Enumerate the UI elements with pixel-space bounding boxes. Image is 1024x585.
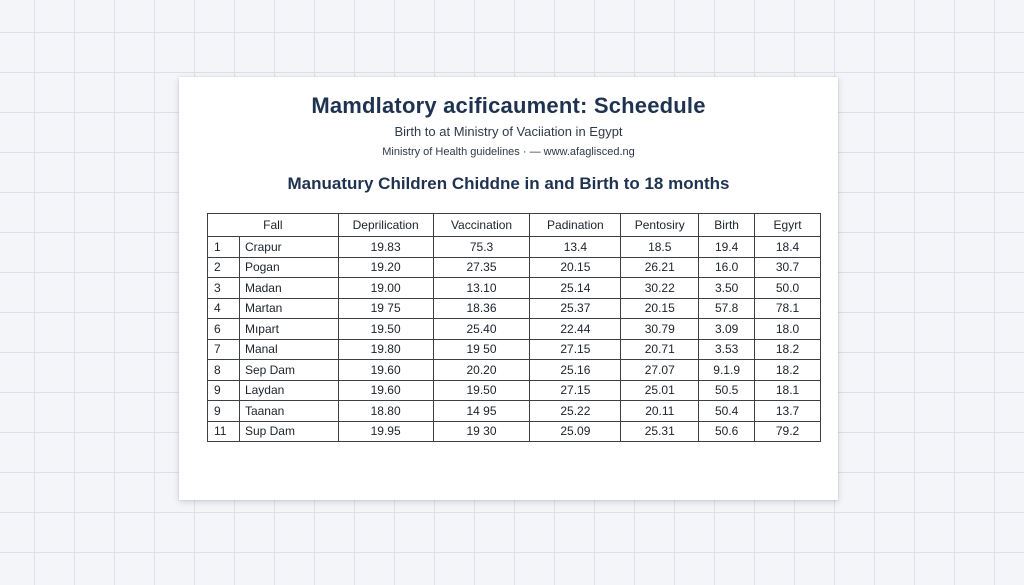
table-heading: Manuatury Children Chiddne in and Birth to 18 months xyxy=(287,174,730,193)
document-subtitle: Birth to at Ministry of Vaciiation in Egypt xyxy=(394,124,623,139)
table-cell: 22.44 xyxy=(530,319,621,340)
row-number: 9 xyxy=(208,401,240,422)
table-cell: 18.2 xyxy=(755,339,821,360)
row-name: Mıpart xyxy=(239,319,338,340)
table-cell: 3.09 xyxy=(699,319,755,340)
table-cell: 50.4 xyxy=(699,401,755,422)
row-number: 6 xyxy=(208,319,240,340)
schedule-card xyxy=(179,77,838,500)
table-cell: 20.15 xyxy=(530,257,621,278)
table-cell: 75.3 xyxy=(433,237,530,258)
table-row xyxy=(208,339,821,360)
table-row xyxy=(208,278,821,299)
column-header: Egyrt xyxy=(755,214,821,237)
table-cell: 18.2 xyxy=(755,360,821,381)
table-cell: 25.01 xyxy=(621,380,699,401)
table-cell: 18.1 xyxy=(755,380,821,401)
guidelines-line: Ministry of Health guidelines · — www.afagliscеd.ng xyxy=(382,146,635,158)
row-number: 9 xyxy=(208,380,240,401)
table-cell: 27.15 xyxy=(530,380,621,401)
table-cell: 18.4 xyxy=(755,237,821,258)
table-cell: 50.5 xyxy=(699,380,755,401)
table-row xyxy=(208,380,821,401)
table-cell: 50.6 xyxy=(699,421,755,442)
table-cell: 13.10 xyxy=(433,278,530,299)
table-cell: 78.1 xyxy=(755,298,821,319)
table-cell: 19.4 xyxy=(699,237,755,258)
table-cell: 27.35 xyxy=(433,257,530,278)
table-cell: 27.15 xyxy=(530,339,621,360)
row-name: Sup Dam xyxy=(239,421,338,442)
table-cell: 25.09 xyxy=(530,421,621,442)
table-cell: 18.36 xyxy=(433,298,530,319)
table-cell: 19 75 xyxy=(338,298,433,319)
table-cell: 25.16 xyxy=(530,360,621,381)
table-cell: 25.22 xyxy=(530,401,621,422)
table-cell: 13.7 xyxy=(755,401,821,422)
row-number: 11 xyxy=(208,421,240,442)
table-cell: 19.00 xyxy=(338,278,433,299)
row-number: 4 xyxy=(208,298,240,319)
table-row xyxy=(208,401,821,422)
table-row xyxy=(208,298,821,319)
row-name: Sep Dam xyxy=(239,360,338,381)
row-number: 2 xyxy=(208,257,240,278)
table-cell: 19.50 xyxy=(433,380,530,401)
column-header: Birth xyxy=(699,214,755,237)
column-header: Padination xyxy=(530,214,621,237)
table-row xyxy=(208,421,821,442)
table-cell: 50.0 xyxy=(755,278,821,299)
table-cell: 25.31 xyxy=(621,421,699,442)
table-cell: 19.83 xyxy=(338,237,433,258)
table-cell: 19.50 xyxy=(338,319,433,340)
table-header-row xyxy=(208,214,821,237)
table-cell: 3.50 xyxy=(699,278,755,299)
table-row xyxy=(208,237,821,258)
table-cell: 25.14 xyxy=(530,278,621,299)
table-cell: 20.20 xyxy=(433,360,530,381)
table-cell: 57.8 xyxy=(699,298,755,319)
table-cell: 18.5 xyxy=(621,237,699,258)
row-name: Crapur xyxy=(239,237,338,258)
row-name: Pogan xyxy=(239,257,338,278)
table-cell: 13.4 xyxy=(530,237,621,258)
table-cell: 25.37 xyxy=(530,298,621,319)
table-cell: 20.15 xyxy=(621,298,699,319)
row-number: 8 xyxy=(208,360,240,381)
table-cell: 19.60 xyxy=(338,360,433,381)
column-header: Pentosiry xyxy=(621,214,699,237)
table-cell: 79.2 xyxy=(755,421,821,442)
table-cell: 30.22 xyxy=(621,278,699,299)
table-cell: 19.60 xyxy=(338,380,433,401)
table-cell: 19.95 xyxy=(338,421,433,442)
table-cell: 18.0 xyxy=(755,319,821,340)
table-cell: 14 95 xyxy=(433,401,530,422)
row-name: Manal xyxy=(239,339,338,360)
table-cell: 26.21 xyxy=(621,257,699,278)
row-name: Martan xyxy=(239,298,338,319)
table-cell: 20.11 xyxy=(621,401,699,422)
table-row xyxy=(208,319,821,340)
column-header: Fall xyxy=(208,214,339,237)
row-number: 1 xyxy=(208,237,240,258)
table-cell: 30.79 xyxy=(621,319,699,340)
table-cell: 19.20 xyxy=(338,257,433,278)
table-row xyxy=(208,360,821,381)
table-cell: 25.40 xyxy=(433,319,530,340)
table-cell: 18.80 xyxy=(338,401,433,422)
table-cell: 16.0 xyxy=(699,257,755,278)
table-cell: 9.1.9 xyxy=(699,360,755,381)
table-cell: 19.80 xyxy=(338,339,433,360)
table-cell: 19 30 xyxy=(433,421,530,442)
table-cell: 19 50 xyxy=(433,339,530,360)
table-cell: 30.7 xyxy=(755,257,821,278)
row-name: Laydan xyxy=(239,380,338,401)
table-cell: 20.71 xyxy=(621,339,699,360)
row-name: Taanan xyxy=(239,401,338,422)
document-title: Mamdlatory acificaument: Scheedule xyxy=(311,93,706,118)
column-header: Deprilication xyxy=(338,214,433,237)
table-body xyxy=(208,237,821,442)
column-header: Vaccination xyxy=(433,214,530,237)
row-number: 7 xyxy=(208,339,240,360)
row-number: 3 xyxy=(208,278,240,299)
row-name: Madan xyxy=(239,278,338,299)
table-cell: 27.07 xyxy=(621,360,699,381)
table-row xyxy=(208,257,821,278)
schedule-table xyxy=(207,213,821,442)
table-cell: 3.53 xyxy=(699,339,755,360)
